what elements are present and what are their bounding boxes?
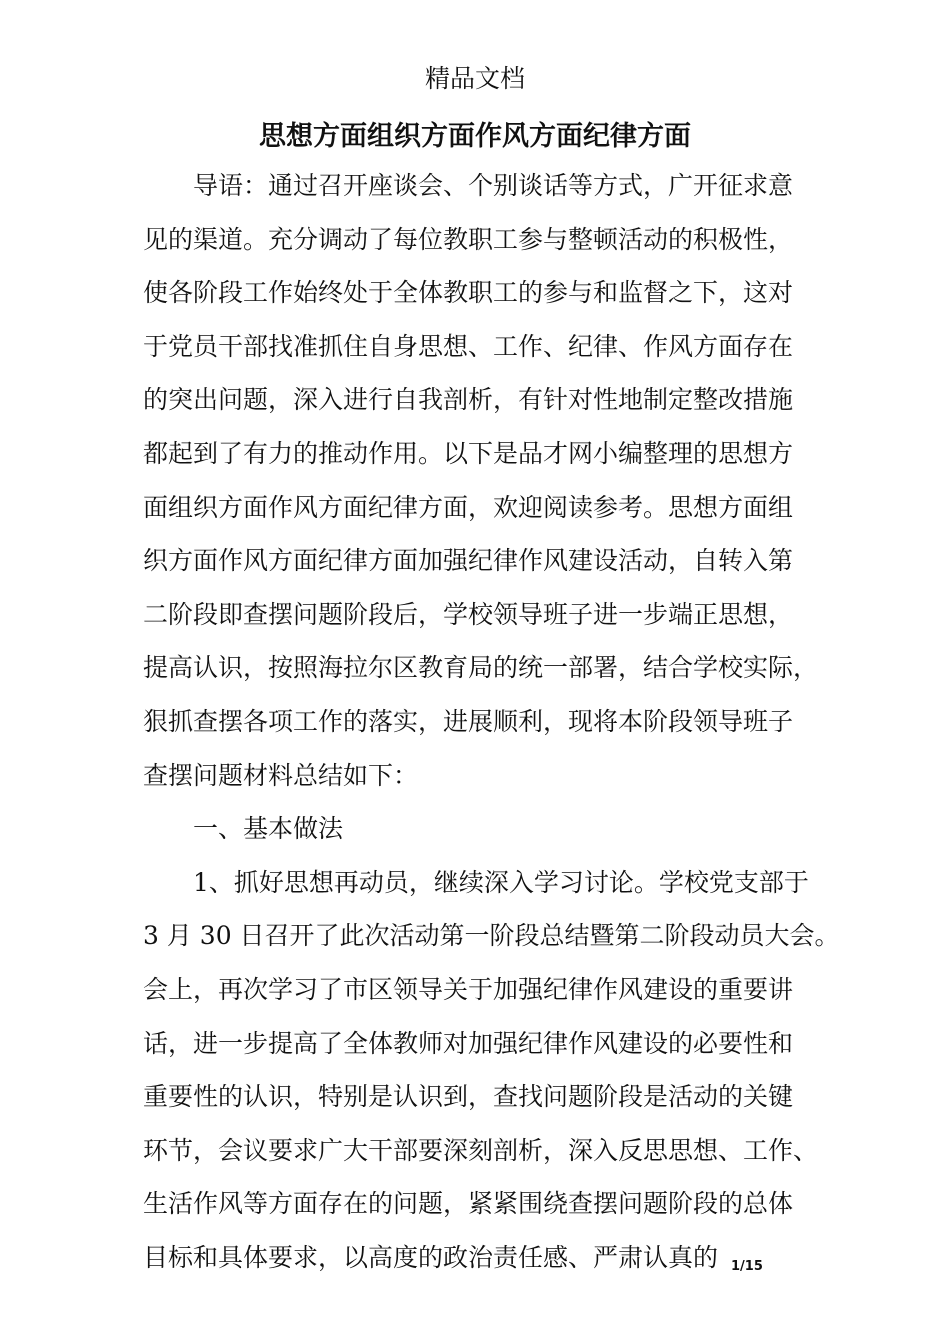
body-line: 织方面作风方面纪律方面加强纪律作风建设活动，自转入第 [143, 546, 794, 576]
body-line: 话，进一步提高了全体教师对加强纪律作风建设的必要性和 [143, 1028, 794, 1058]
body-line: 见的渠道。充分调动了每位教职工参与整顿活动的积极性， [143, 224, 794, 254]
body-line: 查摆问题材料总结如下： [143, 760, 419, 790]
body-line: 的突出问题，深入进行自我剖析，有针对性地制定整改措施 [143, 385, 794, 415]
body-line: 1、抓好思想再动员，继续深入学习讨论。学校党支部于 [143, 867, 809, 897]
body-line: 环节，会议要求广大干部要深刻剖析，深入反思思想、工作、 [143, 1135, 819, 1165]
body-line: 会上，再次学习了市区领导关于加强纪律作风建设的重要讲 [143, 974, 794, 1004]
body-line: 都起到了有力的推动作用。以下是品才网小编整理的思想方 [143, 438, 794, 468]
document-header: 精品文档 [424, 64, 525, 93]
body-line: 目标和具体要求，以高度的政治责任感、严肃认真的 [143, 1242, 719, 1272]
document-title: 思想方面组织方面作风方面纪律方面 [259, 121, 691, 152]
body-line: 狠抓查摆各项工作的落实，进展顺利，现将本阶段领导班子 [143, 706, 794, 736]
body-line: 使各阶段工作始终处于全体教职工的参与和监督之下，这对 [143, 278, 794, 308]
body-line: 二阶段即查摆问题阶段后，学校领导班子进一步端正思想， [143, 599, 794, 629]
body-line: 导语：通过召开座谈会、个别谈话等方式，广开征求意 [143, 171, 794, 200]
body-line: 提高认识，按照海拉尔区教育局的统一部署，结合学校实际， [143, 653, 819, 683]
document-body [143, 164, 843, 1289]
body-line: 3 月 30 日召开了此次活动第一阶段总结暨第二阶段动员大会。 [143, 921, 840, 951]
body-line: 面组织方面作风方面纪律方面，欢迎阅读参考。思想方面组 [143, 492, 794, 522]
page-number: 1/15 [731, 1259, 763, 1274]
body-line: 重要性的认识，特别是认识到，查找问题阶段是活动的关键 [143, 1082, 794, 1112]
body-line: 生活作风等方面存在的问题，紧紧围绕查摆问题阶段的总体 [143, 1189, 794, 1219]
section-heading: 一、基本做法 [143, 814, 344, 844]
body-line: 于党员干部找准抓住自身思想、工作、纪律、作风方面存在 [143, 331, 794, 361]
